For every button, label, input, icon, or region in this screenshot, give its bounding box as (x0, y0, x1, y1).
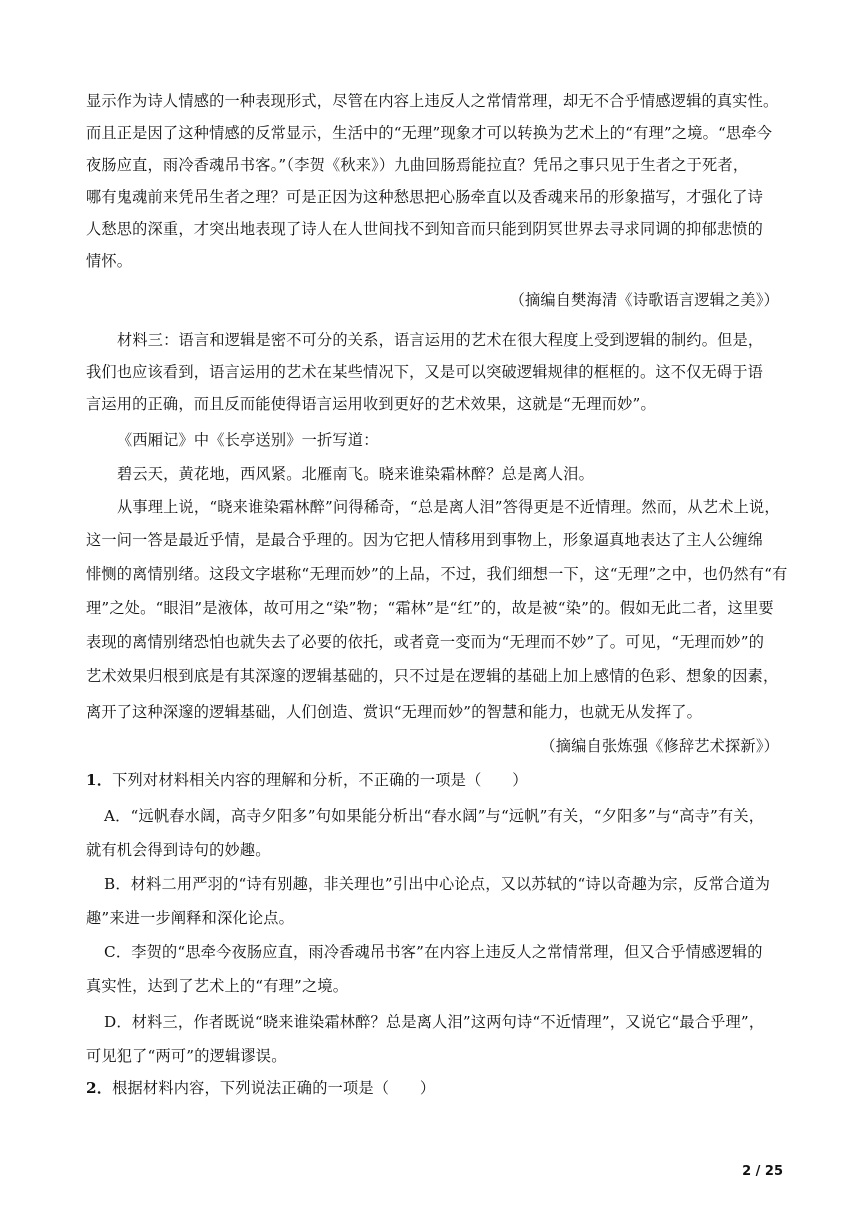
question1-option-c: C．李贺的“思牵今夜肠应直，雨冷香魂吊书客”在内容上违反人之常情常理，但又合乎情感逻辑的 (104, 943, 763, 961)
material3-analysis-line: 离开了这种深邃的逻辑基础，人们创造、赏识“无理而妙”的智慧和能力，也就无从发挥了。 (86, 703, 703, 721)
material3-quote: 碧云天，黄花地，西风紧。北雁南飞。晓来谁染霜林醉？总是离人泪。 (117, 465, 595, 483)
material2-source: （摘编自樊海清《诗歌语言逻辑之美》） (509, 291, 779, 309)
question2-stem: 根据材料内容，下列说法正确的一项是（ ） (112, 1079, 436, 1097)
question1 (86, 770, 528, 790)
page-number: 2 / 25 (742, 1164, 783, 1179)
material3-intro-line: 言运用的正确，而且反而能使得语言运用收到更好的艺术效果，这就是“无理而妙”。 (86, 395, 656, 413)
material3-analysis-line: 从事理上说，“晓来谁染霜林醉”问得稀奇，“总是离人泪”答得更是不近情理。然而，从艺术上说， (117, 498, 780, 516)
material3-analysis-line: 表现的离情别绪恐怕也就失去了必要的依托，或者竟一变而为“无理而不妙”了。可见，“无理而妙”的 (86, 633, 765, 651)
material2-line: 哪有鬼魂前来凭吊生者之理？可是正因为这种愁思把心肠牵直以及香魂来吊的形象描写，才强化了诗 (86, 188, 764, 206)
material2-line: 而且正是因了这种情感的反常显示，生活中的“无理”现象才可以转换为艺术上的“有理”之境。“思牵今 (86, 124, 773, 142)
material3-intro-line: 我们也应该看到，语言运用的艺术在某些情况下，又是可以突破逻辑规律的框框的。这不仅无碍于语 (86, 363, 764, 381)
material3-analysis-line: 理”之处。“眼泪”是液体，故可用之“染”物；“霜林”是“红”的，故是被“染”的。假如无此二者，这里要 (86, 599, 774, 617)
material3-analysis-line: 这一问一答是最近乎情，是最合乎理的。因为它把人情移用到事物上，形象逼真地表达了主人公缠绵 (86, 531, 764, 549)
material2-line: 夜肠应直，雨冷香魂吊书客。”（李贺《秋来》）九曲回肠焉能拉直？凭吊之事只见于生者之于死者， (86, 156, 749, 174)
question2 (86, 1078, 435, 1098)
material3-analysis-line: 艺术效果归根到底是有其深邃的逻辑基础的，只不过是在逻辑的基础上加上感情的色彩、想象的因素， (86, 667, 779, 685)
question1-option-b: B．材料二用严羽的“诗有别趣，非关理也”引出中心论点，又以苏轼的“诗以奇趣为宗，反常合道为 (104, 875, 771, 893)
question1-option-a: A．“远帆春水阔，高寺夕阳多”句如果能分析出“春水阔”与“远帆”有关，“夕阳多”与“高寺”有关， (104, 807, 765, 825)
question1-option-a-cont: 就有机会得到诗句的妙趣。 (86, 841, 271, 859)
material3-analysis-line: 悱恻的离情别绪。这段文字堪称“无理而妙”的上品，不过，我们细想一下，这“无理”之中，也仍然有“有 (86, 565, 788, 583)
question1-number: 1． (86, 771, 113, 789)
question1-stem: 下列对材料相关内容的理解和分析，不正确的一项是（ ） (112, 771, 528, 789)
material2-line: 显示作为诗人情感的一种表现形式，尽管在内容上违反人之常情常理，却无不合乎情感逻辑的真实性。 (86, 92, 779, 110)
question2-number: 2． (86, 1079, 113, 1097)
question1-option-d-cont: 可见犯了“两可”的逻辑谬误。 (86, 1047, 287, 1065)
question1-option-d: D．材料三，作者既说“晓来谁染霜林醉？总是离人泪”这两句诗“不近情理”，又说它“最合乎理”， (104, 1013, 765, 1031)
question1-option-b-cont: 趣”来进一步阐释和深化论点。 (86, 909, 295, 927)
material3-intro-line: 材料三：语言和逻辑是密不可分的关系，语言运用的艺术在很大程度上受到逻辑的制约。但是， (117, 331, 764, 349)
material3-source: （摘编自张炼强《修辞艺术探新》） (540, 737, 779, 755)
material2-line: 情怀。 (86, 252, 133, 270)
material2-line: 人愁思的深重，才突出地表现了诗人在人世间找不到知音而只能到阴冥世界去寻求同调的抑郁悲愤的 (86, 220, 764, 238)
material3-quote-intro: 《西厢记》中《长亭送别》一折写道： (117, 431, 379, 449)
question1-option-c-cont: 真实性，达到了艺术上的“有理”之境。 (86, 977, 349, 995)
